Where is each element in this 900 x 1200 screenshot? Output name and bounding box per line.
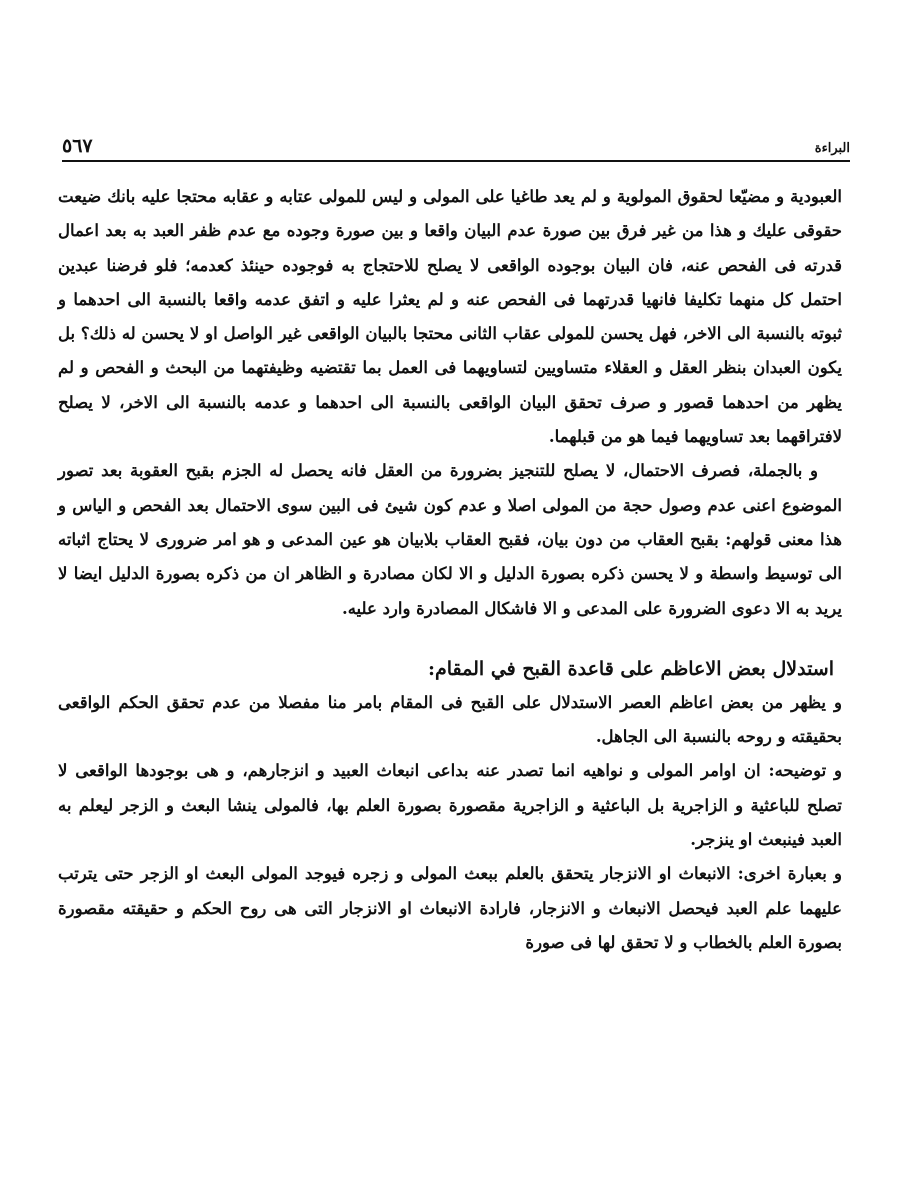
section-paragraph-1: و يظهر من بعض اعاظم العصر الاستدلال على القبح فى المقام بامر منا مفصلا من عدم تحقق الحكم الواقعى بحقيقته و روحه بالنسبة الى الجاهل. <box>58 692 842 747</box>
page-body <box>58 180 842 960</box>
page-number: ٥٦٧ <box>62 135 93 157</box>
running-section-title: البراءة <box>814 141 850 156</box>
section-paragraph-3: و بعبارة اخرى: الانبعاث او الانزجار يتحقق بالعلم ببعث المولى و زجره فيوجد المولى البعث او الزجر حتى يترتب عليهما علم العبد فيحصل الانبعاث و الانزجار، فارادة الانبعاث او الانزجار التى هى روح الحكم و حقيقته مقصورة بصورة العلم بالخطاب و لا تحقق لها فى صورة <box>58 864 842 952</box>
section-heading: استدلال بعض الاعاظم على قاعدة القبح في المقام: <box>427 657 834 680</box>
paragraph-1: العبودية و مضيّعا لحقوق المولوية و لم يعد طاغيا على المولى و ليس للمولى عتابه و عقابه محتجا عليه بانك ضيعت حقوقى عليك و هذا من غير فرق بين صورة عدم البيان واقعا و بين صورة وجوده مع عدم ظفر العبد به بعد اعمال قدرته فى الفحص عنه، فان البيان بوجوده الواقعى لا يصلح للاحتجاج به فوجوده حينئذ كعدمه؛ فلو فرضنا عبدين احتمل كل منهما تكليفا فانهيا قدرتهما فى الفحص عنه و لم يعثرا عليه و اتفق عدمه واقعا بالنسبة الى احدهما و ثبوته بالنسبة الى الاخر، فهل يحسن للمولى عقاب الثانى محتجا بالبيان الواقعى غير الواصل او لا يحسن له ذلك؟ بل يكون العبدان بنظر العقل و العقلاء متساويين لتساويهما فى العمل بما تقتضيه وظيفتهما من البحث و الفحص و لم يظهر من احدهما قصور و صرف تحقق البيان الواقعى بالنسبة الى احدهما و عدمه بالنسبة الى الاخر، لا يصلح لافتراقهما بعد تساويهما فيما هو من قبلهما. <box>58 187 842 447</box>
running-header <box>62 132 850 162</box>
section-paragraph-2: و توضيحه: ان اوامر المولى و نواهيه انما تصدر عنه بداعى انبعاث العبيد و انزجارهم، و هى بوجودها الواقعى لا تصلح للباعثية و الزاجرية بل الباعثية و الزاجرية مقصورة بصورة العلم بها، فالمولى ينشا البعث و الزجر ليعلم به العبد فينبعث او ينزجر. <box>58 761 842 850</box>
paragraph-2: و بالجملة، فصرف الاحتمال، لا يصلح للتنجيز بضرورة من العقل فانه يحصل له الجزم بقبح العقوبة بعد تصور الموضوع اعنى عدم وصول حجة من المولى اصلا و عدم كون شيئ فى البين سوى الاحتمال بعد الفحص و الياس و هذا معنى قولهم: بقبح العقاب من دون بيان، فقبح العقاب بلابيان هو عين المدعى و هو امر ضرورى لا يحتاج اثباته الى توسيط واسطة و لا يحسن ذكره بصورة الدليل و الا لكان مصادرة و الظاهر ان من ذكره بصورة الدليل ايضا لا يريد به الا دعوى الضرورة على المدعى و الا فاشكال المصادرة وارد عليه. <box>58 461 842 618</box>
